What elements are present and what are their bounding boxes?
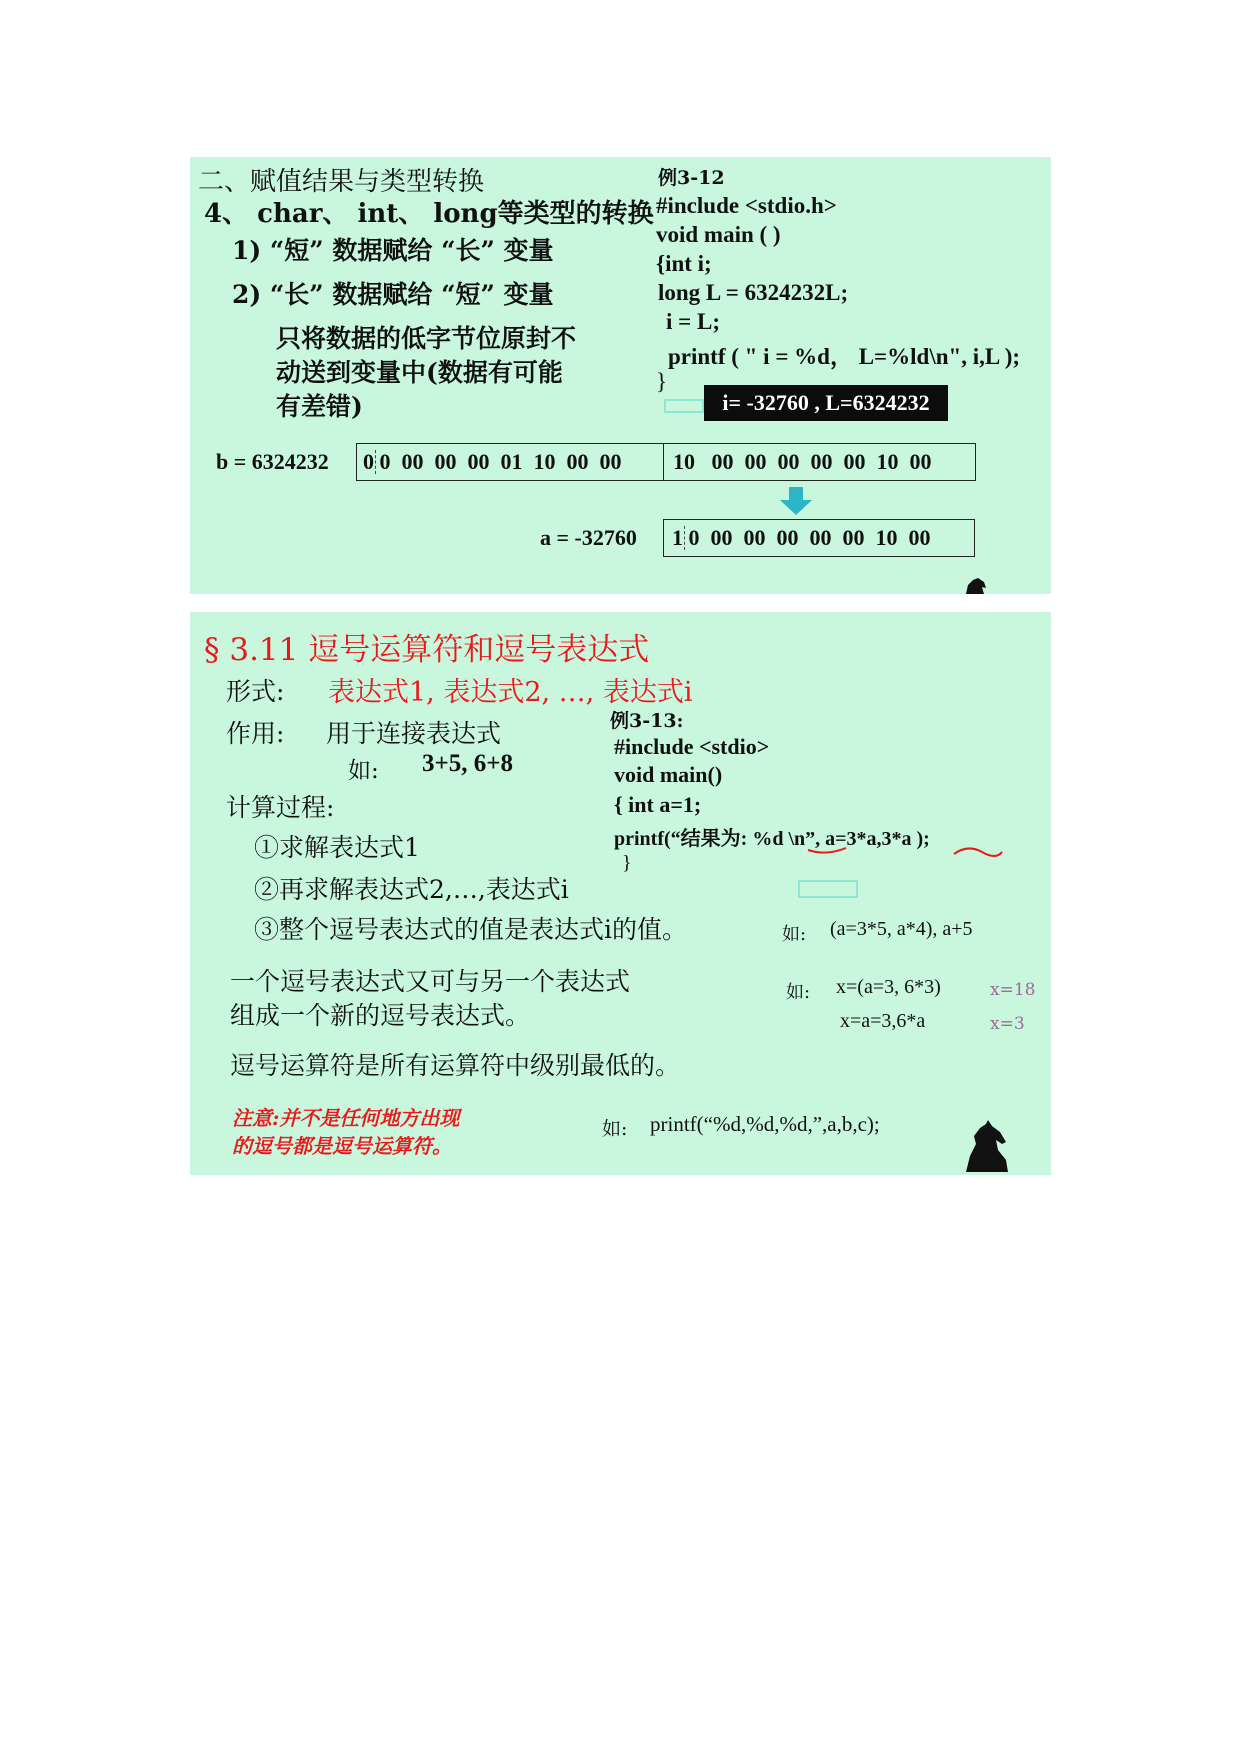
ex3-label: 如: <box>602 1118 628 1140</box>
example-label: 如: <box>348 758 379 784</box>
ex2b-expression: x=a=3,6*a <box>840 1010 926 1032</box>
ex2a-expression: x=(a=3, 6*3) <box>836 976 941 998</box>
purpose-value: 用于连接表达式 <box>326 719 502 748</box>
code-line: void main ( ) <box>656 222 781 247</box>
ex3-expression: printf(“%d,%d,%d,”,a,b,c); <box>650 1112 880 1136</box>
sign-bit-marker <box>375 450 376 474</box>
step-2: ②再求解表达式2,…,表达式i <box>254 875 569 904</box>
ex2-label: 如: <box>786 982 811 1003</box>
code-line: printf(“结果为: %d \n”, a=3*a,3*a ); <box>614 828 930 850</box>
ex2a-result: x=18 <box>990 980 1036 1000</box>
b-bits-box <box>356 443 976 481</box>
a-value-label: a = -32760 <box>540 525 637 550</box>
sign-bit-marker <box>684 526 685 550</box>
form-value: 表达式1, 表达式2, …, 表达式i <box>328 677 693 708</box>
b-value-label: b = 6324232 <box>216 449 329 474</box>
ghost-box <box>798 880 858 898</box>
b-low-bytes: 10 00 00 00 00 00 10 00 <box>673 449 932 474</box>
ex2b-result: x=3 <box>990 1014 1025 1034</box>
code-line: {int i; <box>656 251 712 276</box>
slide-type-conversion <box>190 157 1051 594</box>
note-line-3: 有差错) <box>276 392 363 421</box>
ghost-box <box>664 399 704 413</box>
code-line: #include <stdio.h> <box>656 193 837 218</box>
knight-logo-icon <box>964 577 988 594</box>
red-underline-annotation <box>806 840 1006 866</box>
nested-line-1: 一个逗号表达式又可与另一个表达式 <box>230 967 631 996</box>
example-3-12-title: 例3-12 <box>658 167 725 189</box>
code-line: } <box>656 369 668 394</box>
section-title: § 3.11 逗号运算符和逗号表达式 <box>204 632 650 668</box>
example-value: 3+5, 6+8 <box>422 750 513 777</box>
step-1: ①求解表达式1 <box>254 833 420 862</box>
ex1-expression: (a=3*5, a*4), a+5 <box>830 918 973 940</box>
form-label: 形式: <box>226 677 285 706</box>
slide1-heading: 二、赋值结果与类型转换 <box>198 167 485 197</box>
lowest-precedence-note: 逗号运算符是所有运算符中级别最低的。 <box>230 1051 681 1080</box>
purpose-label: 作用: <box>226 719 285 748</box>
slide1-subheading: 4、 char、 int、 long等类型的转换 <box>204 199 654 229</box>
example-3-13-title: 例3-13: <box>610 710 684 732</box>
step-3: ③整个逗号表达式的值是表达式i的值。 <box>254 915 687 944</box>
code-line: { int a=1; <box>614 792 702 817</box>
b-high-bytes: 0 0 00 00 00 01 10 00 00 <box>363 449 622 474</box>
warning-line-1: 注意:并不是任何地方出现 <box>232 1106 460 1130</box>
note-line-1: 只将数据的低字节位原封不 <box>276 324 577 353</box>
code-line: #include <stdio> <box>614 734 770 759</box>
program-output: i= -32760 , L=6324232 <box>704 385 948 421</box>
warning-line-2: 的逗号都是逗号运算符。 <box>232 1134 452 1158</box>
code-line: long L = 6324232L; <box>658 280 849 305</box>
nested-line-2: 组成一个新的逗号表达式。 <box>230 1001 531 1030</box>
item-short-to-long: 1) “短” 数据赋给 “长” 变量 <box>232 236 554 265</box>
a-bits-box <box>663 519 975 557</box>
a-bytes: 1 0 00 00 00 00 00 10 00 <box>672 525 931 550</box>
note-line-2: 动送到变量中(数据有可能 <box>276 358 563 387</box>
slide-comma-operator <box>190 612 1051 1175</box>
down-arrow-icon <box>778 487 814 517</box>
knight-logo-icon <box>962 1120 1010 1172</box>
code-line: void main() <box>614 762 723 787</box>
ex1-label: 如: <box>782 924 807 945</box>
item-long-to-short: 2) “长” 数据赋给 “短” 变量 <box>232 280 554 309</box>
byte-divider <box>663 444 664 480</box>
code-line: i = L; <box>666 309 720 334</box>
process-label: 计算过程: <box>226 793 335 822</box>
code-line: } <box>622 852 632 874</box>
code-line: printf ( " i = %d， L=%ld\n", i,L ); <box>668 344 1021 369</box>
